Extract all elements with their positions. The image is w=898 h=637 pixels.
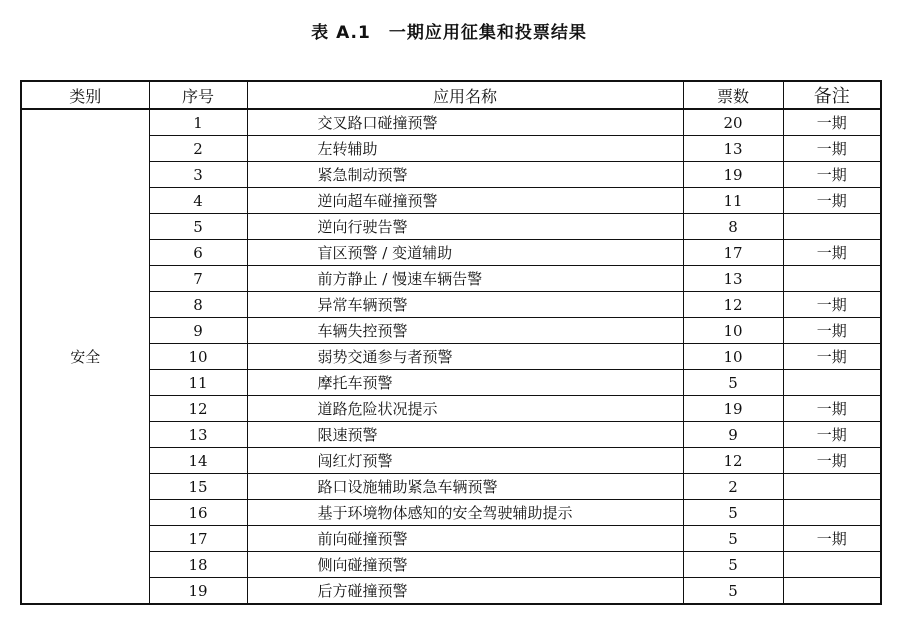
table-row — [21, 344, 881, 370]
name-cell: 限速预警 — [247, 422, 683, 448]
table-row — [21, 240, 881, 266]
votes-cell: 17 — [683, 240, 783, 266]
header-note: 备注 — [783, 81, 881, 109]
votes-cell: 11 — [683, 188, 783, 214]
note-cell: 一期 — [783, 448, 881, 474]
table-row — [21, 500, 881, 526]
note-cell — [783, 500, 881, 526]
note-cell — [783, 474, 881, 500]
index-cell: 5 — [149, 214, 247, 240]
note-cell: 一期 — [783, 526, 881, 552]
table-row — [21, 552, 881, 578]
name-cell: 左转辅助 — [247, 136, 683, 162]
table-row — [21, 396, 881, 422]
index-cell: 17 — [149, 526, 247, 552]
category-cell: 安全 — [21, 109, 149, 604]
votes-cell: 13 — [683, 266, 783, 292]
index-cell: 7 — [149, 266, 247, 292]
header-category: 类别 — [21, 81, 149, 109]
note-cell: 一期 — [783, 109, 881, 136]
votes-cell: 12 — [683, 292, 783, 318]
name-cell: 紧急制动预警 — [247, 162, 683, 188]
header-row — [21, 81, 881, 109]
header-name: 应用名称 — [247, 81, 683, 109]
index-cell: 19 — [149, 578, 247, 605]
note-cell — [783, 214, 881, 240]
note-cell: 一期 — [783, 292, 881, 318]
table-row — [21, 422, 881, 448]
index-cell: 15 — [149, 474, 247, 500]
votes-cell: 20 — [683, 109, 783, 136]
name-cell: 盲区预警 / 变道辅助 — [247, 240, 683, 266]
name-cell: 摩托车预警 — [247, 370, 683, 396]
table-row — [21, 578, 881, 605]
header-index: 序号 — [149, 81, 247, 109]
index-cell: 11 — [149, 370, 247, 396]
name-cell: 前向碰撞预警 — [247, 526, 683, 552]
votes-cell: 10 — [683, 318, 783, 344]
note-cell: 一期 — [783, 188, 881, 214]
index-cell: 18 — [149, 552, 247, 578]
note-cell — [783, 370, 881, 396]
index-cell: 9 — [149, 318, 247, 344]
name-cell: 交叉路口碰撞预警 — [247, 109, 683, 136]
index-cell: 13 — [149, 422, 247, 448]
note-cell — [783, 578, 881, 605]
table-row — [21, 448, 881, 474]
votes-cell: 5 — [683, 552, 783, 578]
name-cell: 逆向行驶告警 — [247, 214, 683, 240]
table-row — [21, 136, 881, 162]
name-cell: 后方碰撞预警 — [247, 578, 683, 605]
results-table — [20, 80, 882, 605]
votes-cell: 19 — [683, 396, 783, 422]
table-title: 表 A.1 一期应用征集和投票结果 — [311, 23, 587, 43]
name-cell: 弱势交通参与者预警 — [247, 344, 683, 370]
table-row — [21, 526, 881, 552]
table-row — [21, 214, 881, 240]
table-row — [21, 318, 881, 344]
index-cell: 2 — [149, 136, 247, 162]
name-cell: 前方静止 / 慢速车辆告警 — [247, 266, 683, 292]
note-cell: 一期 — [783, 162, 881, 188]
votes-cell: 5 — [683, 370, 783, 396]
votes-cell: 5 — [683, 500, 783, 526]
name-cell: 道路危险状况提示 — [247, 396, 683, 422]
votes-cell: 2 — [683, 474, 783, 500]
votes-cell: 12 — [683, 448, 783, 474]
note-cell — [783, 266, 881, 292]
table-row — [21, 292, 881, 318]
table-row — [21, 188, 881, 214]
name-cell: 异常车辆预警 — [247, 292, 683, 318]
note-cell: 一期 — [783, 422, 881, 448]
name-cell: 车辆失控预警 — [247, 318, 683, 344]
note-cell: 一期 — [783, 136, 881, 162]
votes-cell: 5 — [683, 526, 783, 552]
index-cell: 14 — [149, 448, 247, 474]
index-cell: 6 — [149, 240, 247, 266]
votes-cell: 13 — [683, 136, 783, 162]
table-row — [21, 266, 881, 292]
table-row — [21, 109, 881, 136]
name-cell: 路口设施辅助紧急车辆预警 — [247, 474, 683, 500]
index-cell: 16 — [149, 500, 247, 526]
index-cell: 3 — [149, 162, 247, 188]
votes-cell: 5 — [683, 578, 783, 605]
votes-cell: 10 — [683, 344, 783, 370]
table-row — [21, 370, 881, 396]
header-votes: 票数 — [683, 81, 783, 109]
table-row — [21, 474, 881, 500]
votes-cell: 9 — [683, 422, 783, 448]
index-cell: 4 — [149, 188, 247, 214]
note-cell — [783, 552, 881, 578]
name-cell: 基于环境物体感知的安全驾驶辅助提示 — [247, 500, 683, 526]
votes-cell: 19 — [683, 162, 783, 188]
index-cell: 10 — [149, 344, 247, 370]
table-row — [21, 162, 881, 188]
name-cell: 逆向超车碰撞预警 — [247, 188, 683, 214]
index-cell: 8 — [149, 292, 247, 318]
index-cell: 12 — [149, 396, 247, 422]
index-cell: 1 — [149, 109, 247, 136]
note-cell: 一期 — [783, 240, 881, 266]
note-cell: 一期 — [783, 318, 881, 344]
name-cell: 闯红灯预警 — [247, 448, 683, 474]
note-cell: 一期 — [783, 396, 881, 422]
note-cell: 一期 — [783, 344, 881, 370]
votes-cell: 8 — [683, 214, 783, 240]
name-cell: 侧向碰撞预警 — [247, 552, 683, 578]
